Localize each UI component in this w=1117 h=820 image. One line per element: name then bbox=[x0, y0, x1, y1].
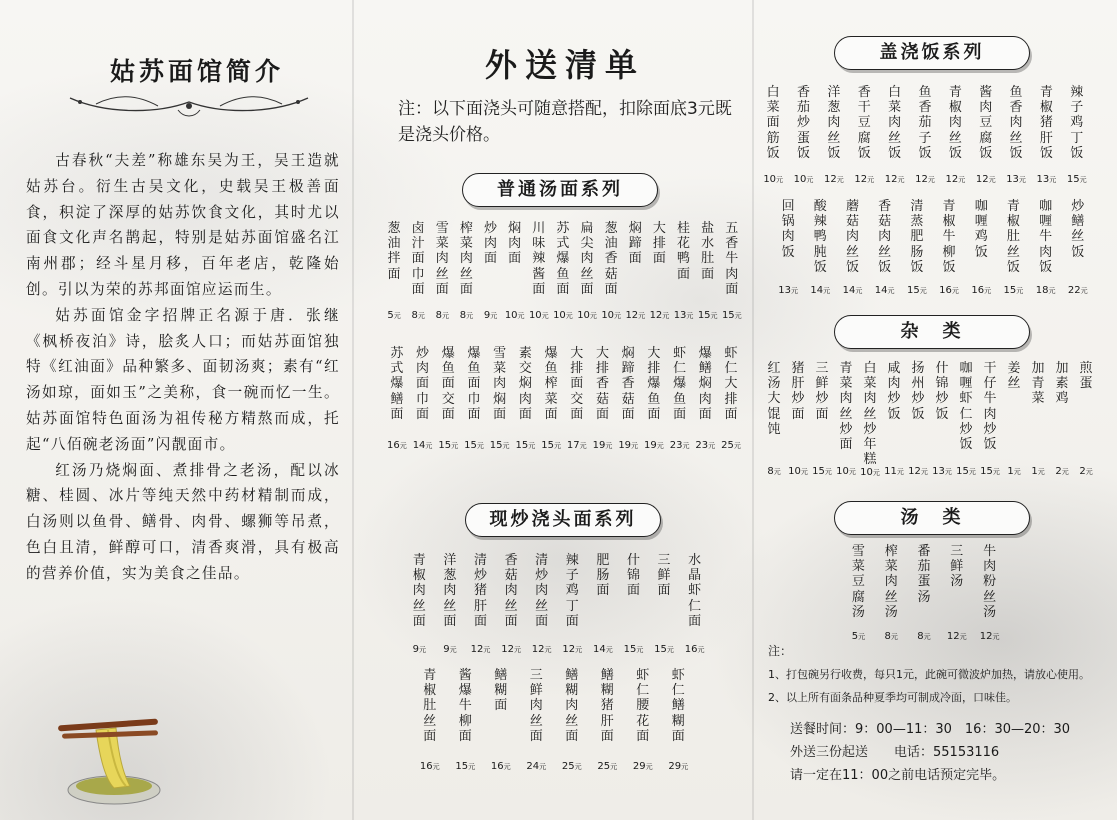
menu-item-price: 15元 bbox=[455, 761, 476, 772]
menu-item-price: 12元 bbox=[945, 174, 966, 185]
menu-item-name: 鱼 香 肉 丝 饭 bbox=[1009, 85, 1023, 161]
menu-item bbox=[575, 221, 599, 321]
menu-item-name: 青 椒 肚 丝 面 bbox=[423, 668, 437, 744]
menu-item-name: 扬 州 炒 饭 bbox=[911, 361, 925, 422]
menu-item-name: 白 菜 肉 丝 饭 bbox=[888, 85, 902, 161]
menu-item bbox=[615, 346, 641, 451]
menu-item-name: 加 素 鸡 bbox=[1055, 361, 1069, 407]
menu-item bbox=[1062, 199, 1094, 296]
rice-bowls-row2 bbox=[772, 199, 1094, 296]
menu-item bbox=[483, 668, 519, 772]
menu-item-price: 12元 bbox=[979, 631, 1000, 642]
menu-item bbox=[435, 553, 466, 655]
menu-item bbox=[954, 361, 978, 477]
menu-item bbox=[1074, 361, 1098, 477]
menu-item-price: 5元 bbox=[387, 310, 401, 321]
menu-item bbox=[382, 221, 406, 321]
menu-item-price: 22元 bbox=[1067, 285, 1088, 296]
menu-item bbox=[875, 544, 908, 642]
menu-item bbox=[858, 361, 882, 477]
menu-item bbox=[623, 221, 647, 321]
menu-item-price: 15元 bbox=[812, 466, 832, 477]
menu-item-name: 青 椒 牛 柳 饭 bbox=[942, 199, 956, 275]
menu-item-name: 大 排 面 bbox=[652, 221, 666, 267]
menu-item bbox=[435, 346, 461, 451]
menu-item-price: 5元 bbox=[851, 631, 866, 642]
menu-item bbox=[978, 361, 1002, 477]
menu-item-name: 酱 肉 豆 腐 饭 bbox=[979, 85, 993, 161]
menu-item bbox=[599, 221, 623, 321]
menu-item-price: 8元 bbox=[917, 631, 931, 642]
menu-item-price: 15元 bbox=[956, 466, 976, 477]
menu-item-name: 干 仔 牛 肉 炒 饭 bbox=[983, 361, 997, 452]
soup-noodles-row2 bbox=[384, 346, 744, 451]
menu-item bbox=[930, 361, 954, 477]
menu-item-name: 咖 喱 牛 肉 饭 bbox=[1039, 199, 1053, 275]
menu-item-price: 13元 bbox=[1036, 174, 1057, 185]
menu-item-price: 19元 bbox=[644, 440, 664, 451]
menu-item bbox=[454, 221, 478, 321]
menu-item bbox=[772, 199, 804, 296]
menu-item-price: 12元 bbox=[470, 644, 491, 655]
menu-item bbox=[564, 346, 590, 451]
menu-item bbox=[910, 85, 940, 185]
menu-item-price: 2元 bbox=[1055, 466, 1069, 477]
menu-item-price: 14元 bbox=[810, 285, 831, 296]
menu-item-price: 12元 bbox=[531, 644, 552, 655]
menu-item bbox=[720, 221, 744, 321]
note-line: 1、打包碗另行收费，每只1元，此碗可微波炉加热，请放心使用。 bbox=[768, 668, 1090, 681]
menu-item-name: 雪 菜 肉 焖 面 bbox=[493, 346, 507, 422]
menu-item bbox=[526, 553, 557, 655]
menu-item-price: 25元 bbox=[561, 761, 582, 772]
menu-item-price: 19元 bbox=[618, 440, 639, 451]
menu-item-name: 爆 鱼 面 交 面 bbox=[441, 346, 455, 422]
menu-item-price: 14元 bbox=[412, 440, 433, 451]
menu-item bbox=[590, 346, 616, 451]
menu-item-price: 15元 bbox=[906, 285, 927, 296]
menu-item-name: 香 菇 肉 丝 饭 bbox=[878, 199, 892, 275]
menu-item-name: 大 排 香 菇 面 bbox=[595, 346, 609, 422]
menu-item-price: 9元 bbox=[483, 310, 498, 321]
menu-item-name: 鱼 香 茄 子 饭 bbox=[918, 85, 932, 161]
menu-item-price: 10元 bbox=[788, 466, 808, 477]
menu-item bbox=[461, 346, 487, 451]
menu-item-name: 虾 仁 大 排 面 bbox=[724, 346, 738, 422]
note-line: 2、以上所有面条品种夏季均可制成冷面，口味佳。 bbox=[768, 691, 1017, 704]
menu-item-price: 10元 bbox=[528, 310, 549, 321]
menu-item bbox=[810, 361, 834, 477]
section-title-fried-toppings: 现炒浇头面系列 bbox=[465, 503, 661, 537]
menu-item-name: 苏 式 爆 鳝 面 bbox=[390, 346, 404, 422]
menu-item-name: 青 椒 肚 丝 饭 bbox=[1006, 199, 1020, 275]
menu-item-name: 鳝 糊 猪 肝 面 bbox=[600, 668, 614, 744]
menu-item-price: 15元 bbox=[1066, 174, 1087, 185]
noodle-bowl-illustration bbox=[56, 700, 166, 808]
menu-item bbox=[1002, 361, 1026, 477]
menu-item-price: 10元 bbox=[553, 310, 573, 321]
menu-item-price: 15元 bbox=[489, 440, 510, 451]
misc-items bbox=[762, 361, 1098, 477]
menu-item bbox=[908, 544, 941, 642]
menu-item-name: 炒 鳝 丝 饭 bbox=[1071, 199, 1085, 260]
menu-item-name: 香 茄 炒 蛋 饭 bbox=[797, 85, 811, 161]
delivery-min-phone: 外送三份起送 电话：55153116 bbox=[790, 745, 1000, 760]
menu-item bbox=[965, 199, 997, 296]
menu-item bbox=[641, 346, 667, 451]
menu-item-name: 鳝 糊 面 bbox=[494, 668, 508, 714]
menu-item-name: 洋 葱 肉 丝 面 bbox=[443, 553, 457, 629]
soup-items bbox=[842, 544, 1006, 642]
menu-item-name: 大 排 爆 鱼 面 bbox=[647, 346, 661, 422]
menu-item-price: 10元 bbox=[793, 174, 814, 185]
section-title-misc: 杂 类 bbox=[834, 315, 1030, 349]
menu-item bbox=[465, 553, 496, 655]
menu-item-name: 猪 肝 炒 面 bbox=[791, 361, 805, 422]
menu-item bbox=[973, 544, 1006, 642]
fold-line bbox=[352, 0, 354, 820]
menu-item bbox=[496, 553, 527, 655]
menu-item-price: 9元 bbox=[443, 644, 457, 655]
menu-item-price: 13元 bbox=[1006, 174, 1026, 185]
menu-item bbox=[786, 361, 810, 477]
menu-item-price: 17元 bbox=[566, 440, 587, 451]
menu-item-price: 12元 bbox=[562, 644, 583, 655]
menu-item-name: 雪 菜 肉 丝 面 bbox=[435, 221, 449, 297]
menu-item-price: 14元 bbox=[592, 644, 613, 655]
menu-item-price: 8元 bbox=[411, 310, 425, 321]
menu-item-price: 12元 bbox=[649, 310, 670, 321]
menu-item bbox=[551, 221, 575, 321]
menu-item-price: 8元 bbox=[435, 310, 449, 321]
menu-item bbox=[788, 85, 818, 185]
fold-line bbox=[752, 0, 754, 820]
menu-item-name: 辣 子 鸡 丁 面 bbox=[565, 553, 579, 629]
menu-item-price: 10元 bbox=[763, 174, 784, 185]
menu-item-price: 15元 bbox=[697, 310, 718, 321]
menu-item-price: 2元 bbox=[1079, 466, 1093, 477]
section-title-rice-bowls: 盖浇饭系列 bbox=[834, 36, 1030, 70]
menu-item bbox=[940, 85, 970, 185]
menu-item-price: 1元 bbox=[1031, 466, 1045, 477]
menu-item-name: 煎 蛋 bbox=[1079, 361, 1093, 392]
menu-item-name: 清 炒 猪 肝 面 bbox=[473, 553, 487, 629]
menu-item bbox=[849, 85, 879, 185]
menu-item-name: 牛 肉 粉 丝 汤 bbox=[983, 544, 997, 620]
section-title-soups: 汤 类 bbox=[834, 501, 1030, 535]
menu-item bbox=[1026, 361, 1050, 477]
intro-text bbox=[26, 148, 340, 587]
menu-item bbox=[384, 346, 410, 451]
menu-item bbox=[625, 668, 661, 772]
menu-item bbox=[971, 85, 1001, 185]
menu-item bbox=[879, 85, 909, 185]
menu-item-name: 虾 仁 鳝 糊 面 bbox=[671, 668, 685, 744]
menu-item-name: 青 椒 肉 丝 饭 bbox=[948, 85, 962, 161]
menu-item bbox=[762, 361, 786, 477]
menu-item-price: 25元 bbox=[721, 440, 741, 451]
menu-item-price: 12元 bbox=[501, 644, 521, 655]
menu-item-price: 23元 bbox=[695, 440, 716, 451]
flourish-ornament bbox=[66, 84, 312, 120]
menu-item-name: 焖 肉 面 bbox=[508, 221, 522, 267]
menu-item bbox=[538, 346, 564, 451]
menu-item-price: 14元 bbox=[874, 285, 895, 296]
menu-item-price: 12元 bbox=[854, 174, 875, 185]
menu-item-name: 榨 菜 肉 丝 汤 bbox=[884, 544, 898, 620]
menu-item bbox=[430, 221, 454, 321]
menu-item-price: 15元 bbox=[980, 466, 1000, 477]
menu-item bbox=[406, 221, 430, 321]
menu-item-price: 10元 bbox=[836, 466, 856, 477]
menu-item bbox=[588, 553, 619, 655]
menu-item bbox=[804, 199, 836, 296]
menu-item-name: 焖 蹄 面 bbox=[628, 221, 642, 267]
menu-item-price: 8元 bbox=[767, 466, 781, 477]
menu-item-name: 虾 仁 腰 花 面 bbox=[636, 668, 650, 744]
menu-item bbox=[1062, 85, 1092, 185]
menu-item-price: 15元 bbox=[438, 440, 459, 451]
notes-label: 注： bbox=[768, 644, 793, 658]
menu-item-name: 川 味 辣 酱 面 bbox=[532, 221, 546, 297]
menu-item-name: 蘑 菇 肉 丝 饭 bbox=[845, 199, 859, 275]
menu-item-price: 23元 bbox=[669, 440, 690, 451]
menu-item-price: 13元 bbox=[673, 310, 694, 321]
menu-item-price: 18元 bbox=[1035, 285, 1056, 296]
intro-paragraph: 姑苏面馆金字招牌正名源于唐．张继《枫桥夜泊》诗，脍炙人口；而姑苏面馆独特《红油面》品种繁多、面韧汤爽；素有“红汤如琼，面如玉”之美称，食一碗而忆一生。姑苏面馆特色面汤为祖传秘方精熬而成，托起“八佰碗老汤面”闪靓面市。 bbox=[26, 306, 340, 453]
menu-item-price: 16元 bbox=[386, 440, 407, 451]
menu-item-price: 16元 bbox=[939, 285, 959, 296]
menu-item bbox=[649, 553, 680, 655]
menu-item bbox=[554, 668, 590, 772]
menu-item-price: 12元 bbox=[975, 174, 996, 185]
menu-item-name: 爆 鱼 榨 菜 面 bbox=[544, 346, 558, 422]
menu-item-name: 桂 花 鸭 面 bbox=[677, 221, 691, 282]
menu-item bbox=[940, 544, 973, 642]
menu-item-price: 16元 bbox=[684, 644, 705, 655]
menu-item-price: 25元 bbox=[597, 761, 618, 772]
fried-toppings-row1 bbox=[404, 553, 710, 655]
menu-item bbox=[487, 346, 513, 451]
menu-item bbox=[869, 199, 901, 296]
menu-item-name: 炒 肉 面 bbox=[484, 221, 498, 267]
menu-item-price: 15元 bbox=[623, 644, 644, 655]
menu-item-name: 葱 油 香 菇 面 bbox=[604, 221, 618, 297]
menu-item-name: 咖 喱 虾 仁 炒 饭 bbox=[959, 361, 973, 452]
menu-item bbox=[404, 553, 435, 655]
menu-item-price: 11元 bbox=[884, 466, 904, 477]
menu-item-price: 10元 bbox=[504, 310, 525, 321]
menu-item-name: 素 交 焖 肉 面 bbox=[518, 346, 532, 422]
menu-item-price: 12元 bbox=[915, 174, 935, 185]
menu-item-name: 爆 鱼 面 巾 面 bbox=[467, 346, 481, 422]
menu-item bbox=[590, 668, 626, 772]
menu-item bbox=[448, 668, 484, 772]
menu-item-name: 青 菜 肉 丝 炒 面 bbox=[839, 361, 853, 452]
menu-item-name: 番 茄 蛋 汤 bbox=[917, 544, 931, 605]
menu-item-name: 清 蒸 肥 肠 饭 bbox=[910, 199, 924, 275]
menu-item bbox=[997, 199, 1029, 296]
menu-item-price: 14元 bbox=[842, 285, 863, 296]
menu-item bbox=[906, 361, 930, 477]
menu-item-name: 加 青 菜 bbox=[1031, 361, 1045, 407]
menu-item-name: 咖 喱 鸡 饭 bbox=[974, 199, 988, 260]
menu-item-price: 8元 bbox=[884, 631, 898, 642]
menu-item bbox=[834, 361, 858, 477]
menu-item-price: 13元 bbox=[778, 285, 798, 296]
menu-item-name: 焖 蹄 香 菇 面 bbox=[621, 346, 635, 422]
menu-item-name: 爆 鳝 焖 肉 面 bbox=[698, 346, 712, 422]
menu-item-name: 姜 丝 bbox=[1007, 361, 1021, 392]
menu-item-price: 15元 bbox=[541, 440, 561, 451]
menu-item-price: 10元 bbox=[601, 310, 622, 321]
menu-item-price: 16元 bbox=[490, 761, 511, 772]
menu-item bbox=[661, 668, 697, 772]
menu-item-name: 扁 尖 肉 丝 面 bbox=[580, 221, 594, 297]
menu-item-price: 15元 bbox=[654, 644, 674, 655]
menu-item-name: 炒 肉 面 巾 面 bbox=[416, 346, 430, 422]
menu-item bbox=[679, 553, 710, 655]
delivery-info bbox=[790, 718, 1110, 787]
menu-item bbox=[503, 221, 527, 321]
menu-item bbox=[933, 199, 965, 296]
menu-item-name: 白 菜 肉 丝 炒 年 糕 bbox=[863, 361, 877, 468]
menu-item bbox=[672, 221, 696, 321]
menu-item-price: 13元 bbox=[932, 466, 952, 477]
menu-item-name: 什 锦 炒 饭 bbox=[935, 361, 949, 422]
menu-item-name: 青 椒 肉 丝 面 bbox=[412, 553, 426, 629]
menu-item-price: 19元 bbox=[592, 440, 613, 451]
menu-item bbox=[819, 85, 849, 185]
menu-item-price: 29元 bbox=[632, 761, 653, 772]
menu-item bbox=[667, 346, 693, 451]
menu-item-name: 鳝 糊 肉 丝 面 bbox=[565, 668, 579, 744]
menu-item bbox=[758, 85, 788, 185]
menu-item-price: 15元 bbox=[1003, 285, 1024, 296]
menu-item-price: 10元 bbox=[577, 310, 597, 321]
menu-item-name: 苏 式 爆 鱼 面 bbox=[556, 221, 570, 297]
delivery-hours: 送餐时间：9：00—11：30 16：30—20：30 bbox=[790, 722, 1071, 737]
menu-item-name: 三 鲜 汤 bbox=[950, 544, 964, 590]
menu-item-name: 酱 爆 牛 柳 面 bbox=[458, 668, 472, 744]
menu-item-price: 15元 bbox=[464, 440, 484, 451]
menu-item-name: 香 干 豆 腐 饭 bbox=[857, 85, 871, 161]
menu-item-price: 12元 bbox=[625, 310, 646, 321]
fried-toppings-row2 bbox=[412, 668, 696, 772]
menu-item bbox=[479, 221, 503, 321]
menu-item bbox=[410, 346, 436, 451]
menu-item-price: 1元 bbox=[1007, 466, 1021, 477]
menu-item-name: 三 鲜 炒 面 bbox=[815, 361, 829, 422]
menu-item bbox=[1050, 361, 1074, 477]
intro-paragraph: 古春秋“夫差”称雄东吴为王，吴王造就姑苏台。衍生古吴文化，史载吴王极善面食，积淀了深厚的姑苏饮食文化，其时尤以面食文化声名鹊起，特别是姑苏面馆盛名江南州郡；经斗星月移，百年老店，乾隆始创。引以为荣的苏邦面馆应运而生。 bbox=[26, 152, 340, 298]
menu-item bbox=[513, 346, 539, 451]
notes-block bbox=[768, 640, 1108, 709]
menu-item bbox=[882, 361, 906, 477]
menu-item-price: 9元 bbox=[412, 644, 426, 655]
menu-item-name: 水 晶 虾 仁 面 bbox=[688, 553, 702, 629]
intro-title: 姑苏面馆简介 bbox=[109, 57, 284, 86]
menu-item-name: 五 香 牛 肉 面 bbox=[725, 221, 739, 297]
menu-item-name: 什 锦 面 bbox=[626, 553, 640, 599]
topping-note: 注：以下面浇头可随意搭配，扣除面底3元既是浇头价格。 bbox=[398, 99, 732, 145]
menu-item-name: 白 菜 面 筋 饭 bbox=[766, 85, 780, 161]
menu-item-name: 三 鲜 肉 丝 面 bbox=[529, 668, 543, 744]
menu-item-name: 榨 菜 肉 丝 面 bbox=[459, 221, 473, 297]
menu-item-name: 回 锅 肉 饭 bbox=[781, 199, 795, 260]
menu-item-price: 24元 bbox=[526, 761, 547, 772]
menu-item-price: 8元 bbox=[459, 310, 474, 321]
menu-item-price: 15元 bbox=[515, 440, 536, 451]
menu-item-name: 三 鲜 面 bbox=[657, 553, 671, 599]
menu-item-name: 酸 辣 鸭 肫 饭 bbox=[813, 199, 827, 275]
menu-item-name: 咸 肉 炒 饭 bbox=[887, 361, 901, 422]
menu-item bbox=[557, 553, 588, 655]
rice-bowls-row1 bbox=[758, 85, 1092, 185]
menu-title: 外送清单 bbox=[484, 46, 645, 84]
menu-item-name: 红 汤 大 馄 饨 bbox=[767, 361, 781, 437]
menu-item-price: 12元 bbox=[908, 466, 928, 477]
menu-item-name: 虾 仁 爆 鱼 面 bbox=[673, 346, 687, 422]
menu-item-name: 雪 菜 豆 腐 汤 bbox=[851, 544, 865, 620]
menu-item-price: 16元 bbox=[419, 761, 440, 772]
menu-item bbox=[519, 668, 555, 772]
menu-item-price: 12元 bbox=[824, 174, 844, 185]
delivery-reminder: 请一定在11：00之前电话预定完毕。 bbox=[790, 768, 1006, 783]
menu-item-name: 葱 油 拌 面 bbox=[387, 221, 401, 282]
menu-item-name: 肥 肠 面 bbox=[596, 553, 610, 599]
menu-item-price: 12元 bbox=[884, 174, 905, 185]
menu-item-price: 12元 bbox=[946, 631, 967, 642]
menu-item bbox=[647, 221, 671, 321]
menu-item-price: 16元 bbox=[971, 285, 992, 296]
menu-item bbox=[696, 221, 720, 321]
soup-noodles-row1 bbox=[382, 221, 744, 321]
menu-item bbox=[527, 221, 551, 321]
section-title-soup-noodles: 普通汤面系列 bbox=[462, 173, 658, 207]
menu-item-name: 青 椒 猪 肝 饭 bbox=[1039, 85, 1053, 161]
menu-item-price: 10元 bbox=[860, 467, 880, 479]
menu-item-name: 盐 水 肚 面 bbox=[701, 221, 715, 282]
menu-item bbox=[842, 544, 875, 642]
menu-item bbox=[412, 668, 448, 772]
menu-item bbox=[618, 553, 649, 655]
menu-item-price: 15元 bbox=[721, 310, 742, 321]
menu-item bbox=[1030, 199, 1062, 296]
menu-item bbox=[692, 346, 718, 451]
menu-item-name: 辣 子 鸡 丁 饭 bbox=[1070, 85, 1084, 161]
menu-item bbox=[1001, 85, 1031, 185]
menu-item bbox=[1031, 85, 1061, 185]
menu-item-name: 清 炒 肉 丝 面 bbox=[535, 553, 549, 629]
menu-item-price: 29元 bbox=[668, 761, 689, 772]
menu-item bbox=[718, 346, 744, 451]
menu-item-name: 香 菇 肉 丝 面 bbox=[504, 553, 518, 629]
menu-item bbox=[901, 199, 933, 296]
menu-item bbox=[836, 199, 868, 296]
menu-item-name: 大 排 面 交 面 bbox=[570, 346, 584, 422]
menu-item-name: 卤 汁 面 巾 面 bbox=[411, 221, 425, 297]
menu-item-name: 洋 葱 肉 丝 饭 bbox=[827, 85, 841, 161]
intro-paragraph: 红汤乃烧焖面、煮排骨之老汤，配以冰糖、桂圆、冰片等纯天然中药材精制而成，白汤则以鱼骨、鳝骨、肉骨、螺狮等吊煮，色白且清，鲜醇可口，清香爽滑，具有极高的营养价值，实为美食之佳品。 bbox=[26, 461, 340, 582]
